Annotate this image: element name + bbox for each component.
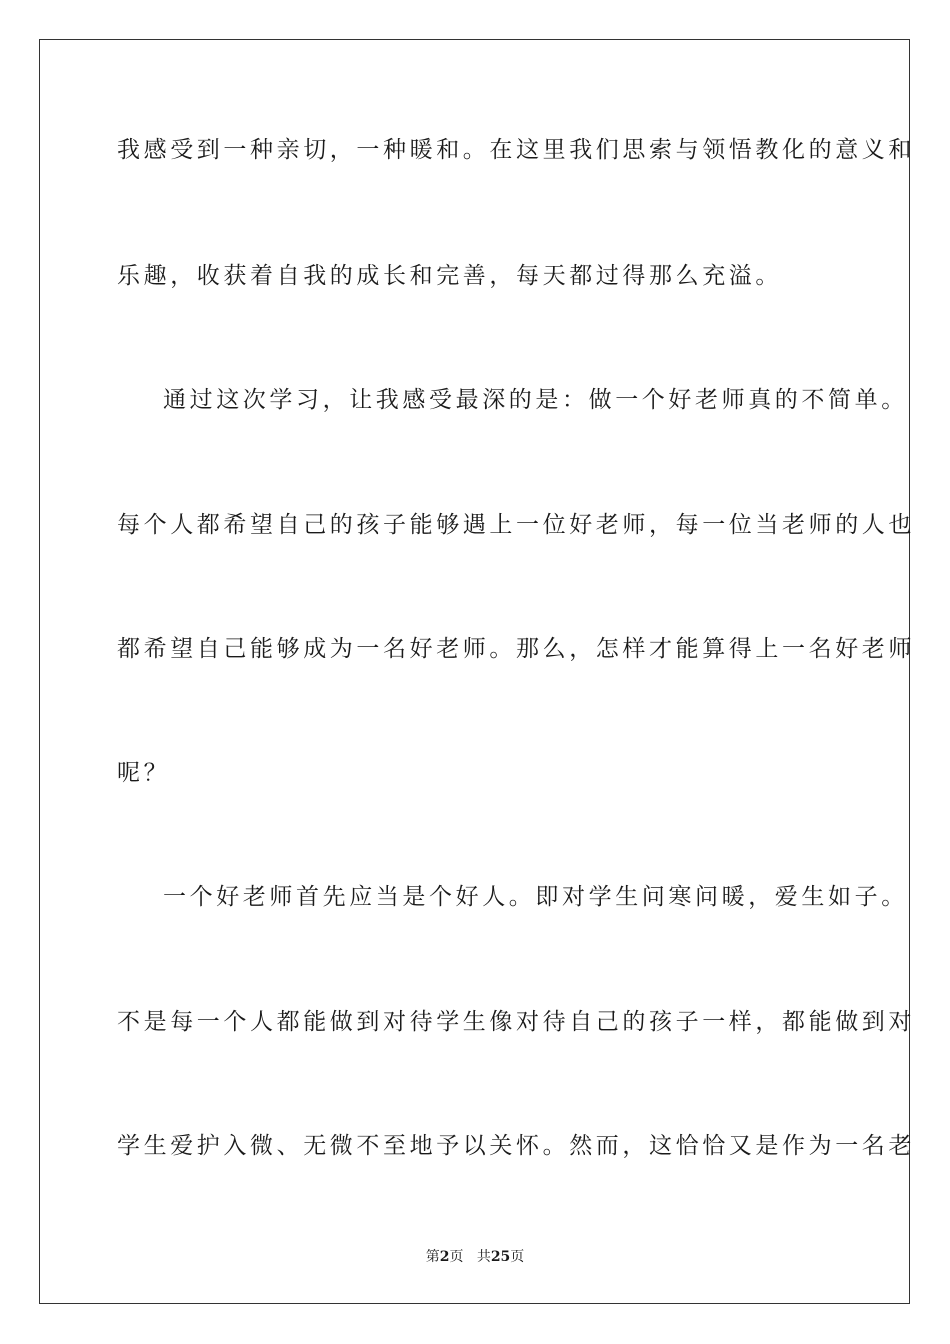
body-text-line: 不是每一个人都能做到对待学生像对待自己的孩子一样，都能做到对 — [117, 1009, 915, 1035]
page-footer — [0, 1248, 950, 1266]
body-text-line: 乐趣，收获着自我的成长和完善，每天都过得那么充溢。 — [117, 263, 782, 289]
page-border — [39, 39, 915, 1304]
page-label-suffix: 页 — [449, 1249, 464, 1265]
body-text-line: 我感受到一种亲切，一种暖和。在这里我们思索与领悟教化的意义和 — [117, 137, 915, 163]
body-text-line: 每个人都希望自己的孩子能够遇上一位好老师，每一位当老师的人也 — [117, 512, 915, 538]
total-label-suffix: 页 — [510, 1249, 525, 1265]
paragraph-first-line: 一个好老师首先应当是个好人。即对学生问寒问暖，爱生如子。 — [163, 884, 908, 910]
total-page-count: 25 — [490, 1249, 511, 1265]
paragraph-first-line: 通过这次学习，让我感受最深的是：做一个好老师真的不简单。 — [163, 387, 908, 413]
body-text-line: 都希望自己能够成为一名好老师。那么，怎样才能算得上一名好老师 — [117, 636, 915, 662]
body-text-line: 呢？ — [117, 760, 171, 786]
total-label-prefix: 共 — [476, 1249, 491, 1265]
body-text-line: 学生爱护入微、无微不至地予以关怀。然而，这恰恰又是作为一名老 — [117, 1133, 915, 1159]
current-page-number: 2 — [439, 1249, 450, 1265]
page-label-prefix: 第 — [425, 1249, 440, 1265]
